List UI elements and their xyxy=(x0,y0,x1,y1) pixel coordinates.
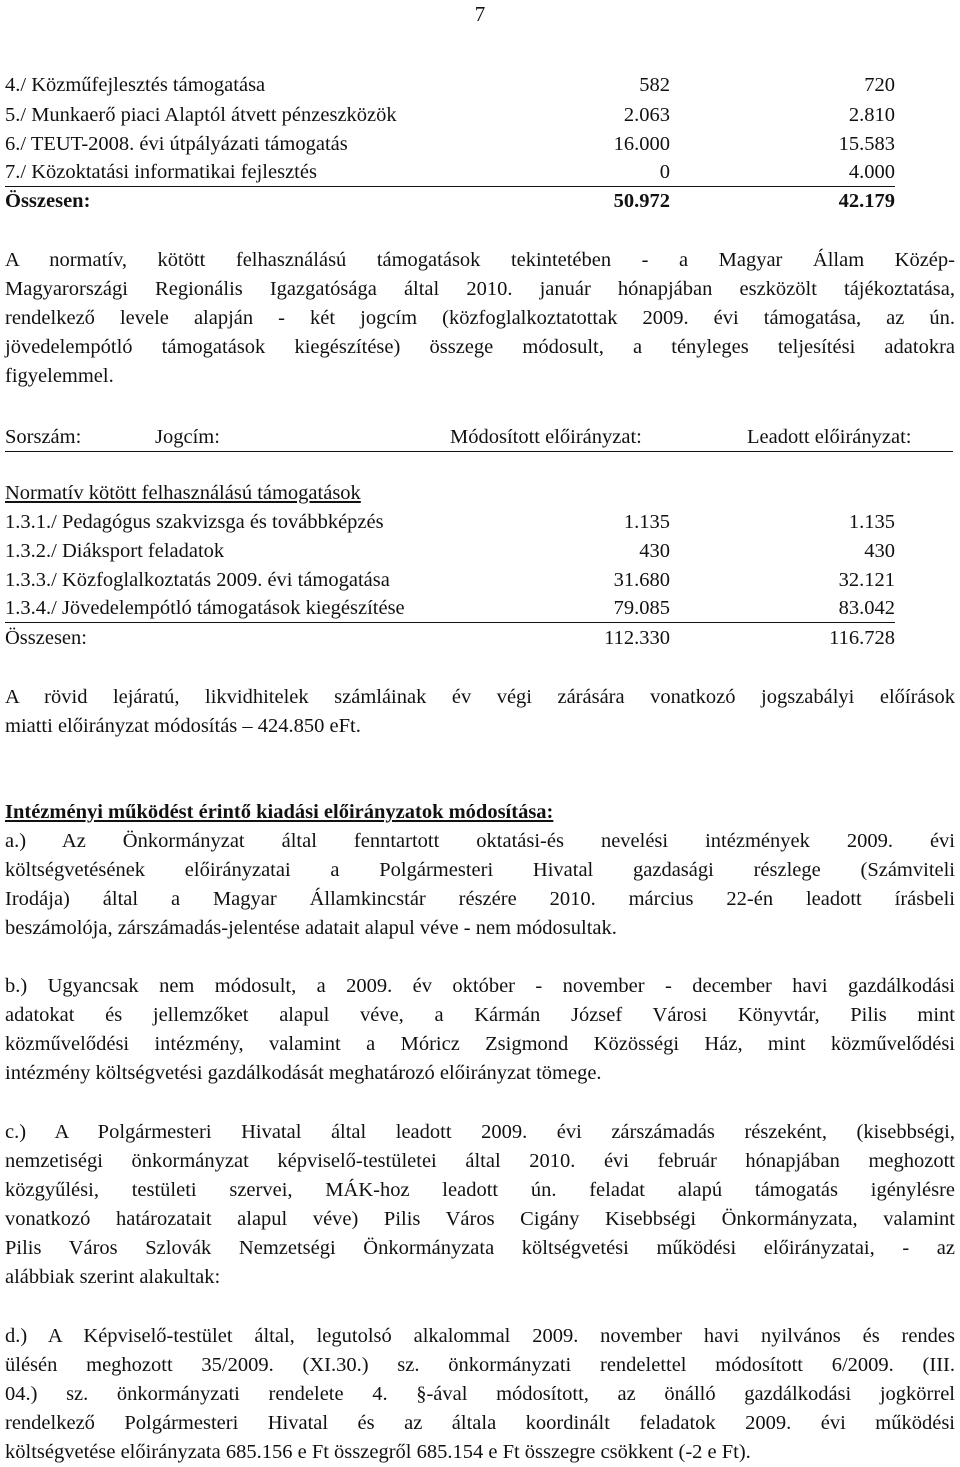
paragraph-liquidity xyxy=(5,683,955,741)
row-value-2: 1.135 xyxy=(848,511,895,533)
total-value-2: 116.728 xyxy=(829,627,895,649)
row-label: 6./ TEUT-2008. évi útpályázati támogatás xyxy=(5,133,348,155)
paragraph-line: A rövid lejáratú, likvidhitelek számláinak év végi zárására vonatkozó jogszabályi előírások xyxy=(5,686,955,708)
table-row xyxy=(5,537,895,565)
paragraph-line: 04.) sz. önkormányzati rendelete 4. §-ával módosított, az önálló gazdálkodási jogkörrel xyxy=(5,1383,955,1405)
row-value-1: 2.063 xyxy=(623,104,670,126)
section-heading: Intézményi működést érintő kiadási előirányzatok módosítása: xyxy=(5,801,554,823)
row-label: 1.3.1./ Pedagógus szakvizsga és továbbképzés xyxy=(5,511,384,533)
row-value-1: 582 xyxy=(639,74,670,96)
row-value-1: 16.000 xyxy=(613,133,670,155)
page-number: 7 xyxy=(474,2,486,26)
row-value-2: 2.810 xyxy=(848,104,895,126)
paragraph-line: adatokat és jellemzőket alapul véve, a Kármán József Városi Könyvtár, Pilis mint xyxy=(5,1004,955,1026)
row-label: 1.3.4./ Jövedelempótló támogatások kiegészítése xyxy=(5,597,405,619)
header-leadott: Leadott előirányzat: xyxy=(747,426,912,448)
header-sorszam: Sorszám: xyxy=(5,426,82,448)
row-label: 1.3.2./ Diáksport feladatok xyxy=(5,540,225,562)
total-value-2: 42.179 xyxy=(838,190,895,212)
paragraph-line: intézmény költségvetési gazdálkodását meghatározó előirányzat tömege. xyxy=(5,1062,602,1084)
row-value-1: 1.135 xyxy=(623,511,670,533)
row-value-2: 4.000 xyxy=(848,161,895,183)
paragraph-line: rendelkező Polgármesteri Hivatal és az általa koordinált feladatok 2009. évi működési xyxy=(5,1412,955,1434)
row-value-2: 32.121 xyxy=(838,569,895,591)
table-row xyxy=(5,101,895,129)
paragraph-normative xyxy=(5,246,955,391)
paragraph-line: A normatív, kötött felhasználású támogatások tekintetében - a Magyar Állam Közép- xyxy=(5,249,955,271)
table-header xyxy=(5,423,953,452)
paragraph-line: közgyűlési, testületi szervei, MÁK-hoz leadott ún. feladat alapú támogatás igénylésre xyxy=(5,1179,955,1201)
paragraph-line: Magyarországi Regionális Igazgatósága által 2010. január hónapjában eszközölt tájékoztatása, xyxy=(5,278,955,300)
paragraph-line: figyelemmel. xyxy=(5,365,114,387)
paragraph-a xyxy=(5,827,955,943)
paragraph-line: Pilis Város Szlovák Nemzetségi Önkormányzata költségvetési működési előirányzatai, - az xyxy=(5,1237,955,1259)
paragraph-line: c.) A Polgármesteri Hivatal által leadott 2009. évi zárszámadás részeként, (kisebbségi, xyxy=(5,1121,955,1143)
row-value-2: 720 xyxy=(864,74,895,96)
paragraph-line: közművelődési intézmény, valamint a Móricz Zsigmond Közösségi Ház, mint közművelődési xyxy=(5,1033,955,1055)
paragraph-line: d.) A Képviselő-testület által, legutolsó alkalommal 2009. november havi nyilvános és rendes xyxy=(5,1325,955,1347)
paragraph-line: nemzetiségi önkormányzat képviselő-testületei által 2010. évi február hónapjában meghozott xyxy=(5,1150,955,1172)
total-value-1: 112.330 xyxy=(604,627,670,649)
table-row xyxy=(5,594,895,623)
paragraph-line: ülésén meghozott 35/2009. (XI.30.) sz. önkormányzati rendelettel módosított 6/2009. (III. xyxy=(5,1354,955,1376)
table-row xyxy=(5,71,895,99)
row-value-1: 31.680 xyxy=(613,569,670,591)
table-row xyxy=(5,566,895,594)
total-value-1: 50.972 xyxy=(613,190,670,212)
paragraph-line: beszámolója, zárszámadás-jelentése adatait alapul véve - nem módosultak. xyxy=(5,917,617,939)
row-value-2: 83.042 xyxy=(838,597,895,619)
paragraph-c xyxy=(5,1118,955,1292)
row-label: 4./ Közműfejlesztés támogatása xyxy=(5,74,266,96)
paragraph-line: jövedelempótló támogatások kiegészítése) összege módosult, a tényleges teljesítési adatokra xyxy=(5,336,955,358)
table-total-row xyxy=(5,624,895,652)
header-jogcim: Jogcím: xyxy=(155,426,220,448)
paragraph-line: Irodája) által a Magyar Államkincstár részére 2010. március 22-én leadott írásbeli xyxy=(5,888,955,910)
paragraph-line: alábbiak szerint alakultak: xyxy=(5,1266,221,1288)
row-value-1: 0 xyxy=(659,161,670,183)
row-value-2: 430 xyxy=(864,540,895,562)
paragraph-line: b.) Ugyancsak nem módosult, a 2009. év október - november - december havi gazdálkodási xyxy=(5,975,955,997)
table-row xyxy=(5,158,895,187)
paragraph-d xyxy=(5,1322,955,1467)
table-row xyxy=(5,508,895,536)
total-label: Összesen: xyxy=(5,190,91,212)
row-value-2: 15.583 xyxy=(838,133,895,155)
paragraph-b xyxy=(5,972,955,1088)
row-label: 1.3.3./ Közfoglalkoztatás 2009. évi támogatása xyxy=(5,569,390,591)
row-label: 7./ Közoktatási informatikai fejlesztés xyxy=(5,161,317,183)
row-value-1: 79.085 xyxy=(613,597,670,619)
header-modositott: Módosított előirányzat: xyxy=(450,426,642,448)
paragraph-line: költségvetése előirányzata 685.156 e Ft összegről 685.154 e Ft összegre csökkent (-2 e Ft). xyxy=(5,1441,751,1463)
section-subtitle: Normatív kötött felhasználású támogatások xyxy=(5,482,361,504)
paragraph-line: költségvetésének előirányzatai a Polgármesteri Hivatal gazdasági részlege (Számviteli xyxy=(5,859,955,881)
paragraph-line: a.) Az Önkormányzat által fenntartott oktatási-és nevelési intézmények 2009. évi xyxy=(5,830,955,852)
total-label: Összesen: xyxy=(5,627,87,649)
paragraph-line: rendelkező levele alapján - két jogcím (közfoglalkoztatottak 2009. évi támogatása, az ún. xyxy=(5,307,955,329)
row-label: 5./ Munkaerő piaci Alaptól átvett pénzeszközök xyxy=(5,104,397,126)
table-total-row xyxy=(5,187,895,215)
row-value-1: 430 xyxy=(639,540,670,562)
paragraph-line: miatti előirányzat módosítás – 424.850 eFt. xyxy=(5,715,361,737)
table-row xyxy=(5,130,895,158)
paragraph-line: vonatkozó határozatait alapul véve) Pilis Város Cigány Kisebbségi Önkormányzata, valamint xyxy=(5,1208,955,1230)
